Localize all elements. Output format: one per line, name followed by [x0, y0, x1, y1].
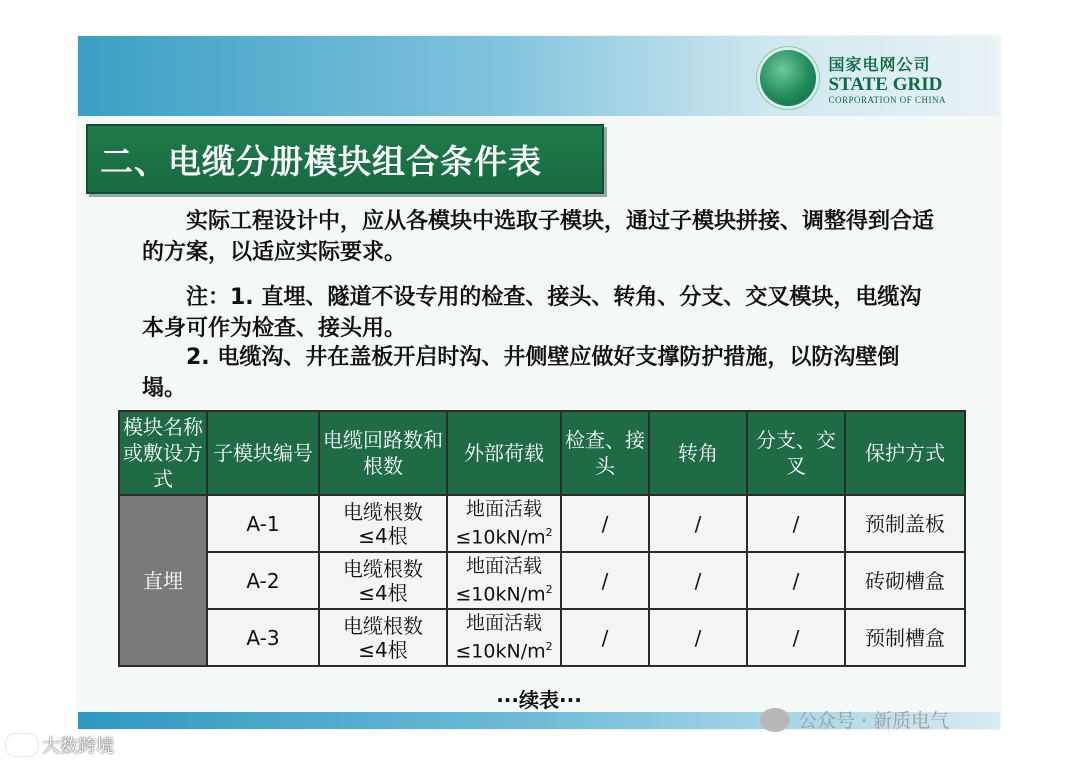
logo-subtitle: CORPORATION OF CHINA — [828, 94, 946, 105]
submodule-code-cell: A-2 — [207, 552, 319, 609]
load-line-2: ≤10kN/m — [455, 526, 546, 549]
cable-count-line-1: 电缆根数 — [343, 499, 423, 524]
logo-english-name: STATE GRID — [828, 73, 943, 95]
protection-cell: 预制盖板 — [845, 495, 965, 552]
module-condition-table — [118, 410, 966, 667]
right-watermark-text: 公众号 · 新质电气 — [798, 710, 950, 732]
left-watermark-text: 大数跨境 — [42, 736, 114, 757]
slide — [78, 36, 1000, 729]
header-branch-cross: 分支、交叉 — [747, 411, 845, 495]
load-line-2: ≤10kN/m — [455, 640, 546, 663]
top-banner — [78, 36, 1000, 116]
weibo-icon — [6, 734, 38, 756]
inspection-cell: / — [561, 552, 649, 609]
state-grid-globe-icon — [760, 50, 816, 106]
note-2-paragraph: 2. 电缆沟、井在盖板开启时沟、井侧壁应做好支撑防护措施，以防沟壁倒塌。 — [142, 345, 900, 401]
cable-count-line-2: ≤4根 — [358, 637, 408, 662]
cable-count-cell — [319, 495, 447, 552]
protection-cell: 预制槽盒 — [845, 609, 965, 666]
protection-cell: 砖砌槽盒 — [845, 552, 965, 609]
header-external-load: 外部荷载 — [447, 411, 561, 495]
inspection-cell: / — [561, 609, 649, 666]
title-box — [86, 124, 604, 194]
table-row — [119, 609, 965, 666]
external-load-cell — [447, 552, 561, 609]
table-row — [119, 552, 965, 609]
cable-count-line-2: ≤4根 — [358, 580, 408, 605]
cable-count-line-2: ≤4根 — [358, 523, 408, 548]
branch-cell: / — [747, 609, 845, 666]
header-submodule-code: 子模块编号 — [207, 411, 319, 495]
cable-count-cell — [319, 609, 447, 666]
branch-cell: / — [747, 495, 845, 552]
continued-label: ···续表··· — [496, 688, 582, 712]
group-label-cell: 直埋 — [119, 495, 207, 666]
wechat-icon — [760, 708, 790, 732]
cable-count-cell — [319, 552, 447, 609]
header-turn: 转角 — [649, 411, 747, 495]
header-inspection-joint: 检查、接头 — [561, 411, 649, 495]
note-1-paragraph: 注：1. 直埋、隧道不设专用的检查、接头、转角、分支、交叉模块，电缆沟本身可作为检查、接头用。 — [142, 285, 922, 341]
branch-cell: / — [747, 552, 845, 609]
slide-title: 二、电缆分册模块组合条件表 — [100, 141, 542, 181]
load-line-1: 地面活载 — [465, 498, 542, 521]
turn-cell: / — [649, 609, 747, 666]
header-module-name: 模块名称或敷设方式 — [119, 411, 207, 495]
external-load-cell — [447, 609, 561, 666]
header-protection: 保护方式 — [845, 411, 965, 495]
load-unit-superscript: 2 — [545, 640, 553, 654]
company-logo — [760, 48, 946, 108]
load-unit-superscript: 2 — [545, 583, 553, 597]
table-row — [119, 495, 965, 552]
left-watermark — [6, 732, 114, 758]
intro-paragraph: 实际工程设计中，应从各模块中选取子模块，通过子模块拼接、调整得到合适的方案，以适应实际要求。 — [142, 209, 935, 265]
load-line-2: ≤10kN/m — [455, 583, 546, 606]
cable-count-line-1: 电缆根数 — [343, 556, 423, 581]
cable-count-line-1: 电缆根数 — [343, 613, 423, 638]
load-line-1: 地面活载 — [465, 555, 542, 578]
turn-cell: / — [649, 552, 747, 609]
header-cable-count: 电缆回路数和根数 — [319, 411, 447, 495]
load-line-1: 地面活载 — [465, 612, 542, 635]
submodule-code-cell: A-1 — [207, 495, 319, 552]
logo-text — [828, 52, 946, 105]
right-watermark — [760, 706, 949, 733]
external-load-cell — [447, 495, 561, 552]
turn-cell: / — [649, 495, 747, 552]
inspection-cell: / — [561, 495, 649, 552]
table-header-row — [119, 411, 965, 495]
submodule-code-cell: A-3 — [207, 609, 319, 666]
load-unit-superscript: 2 — [545, 526, 553, 540]
logo-chinese-name: 国家电网公司 — [828, 54, 931, 74]
